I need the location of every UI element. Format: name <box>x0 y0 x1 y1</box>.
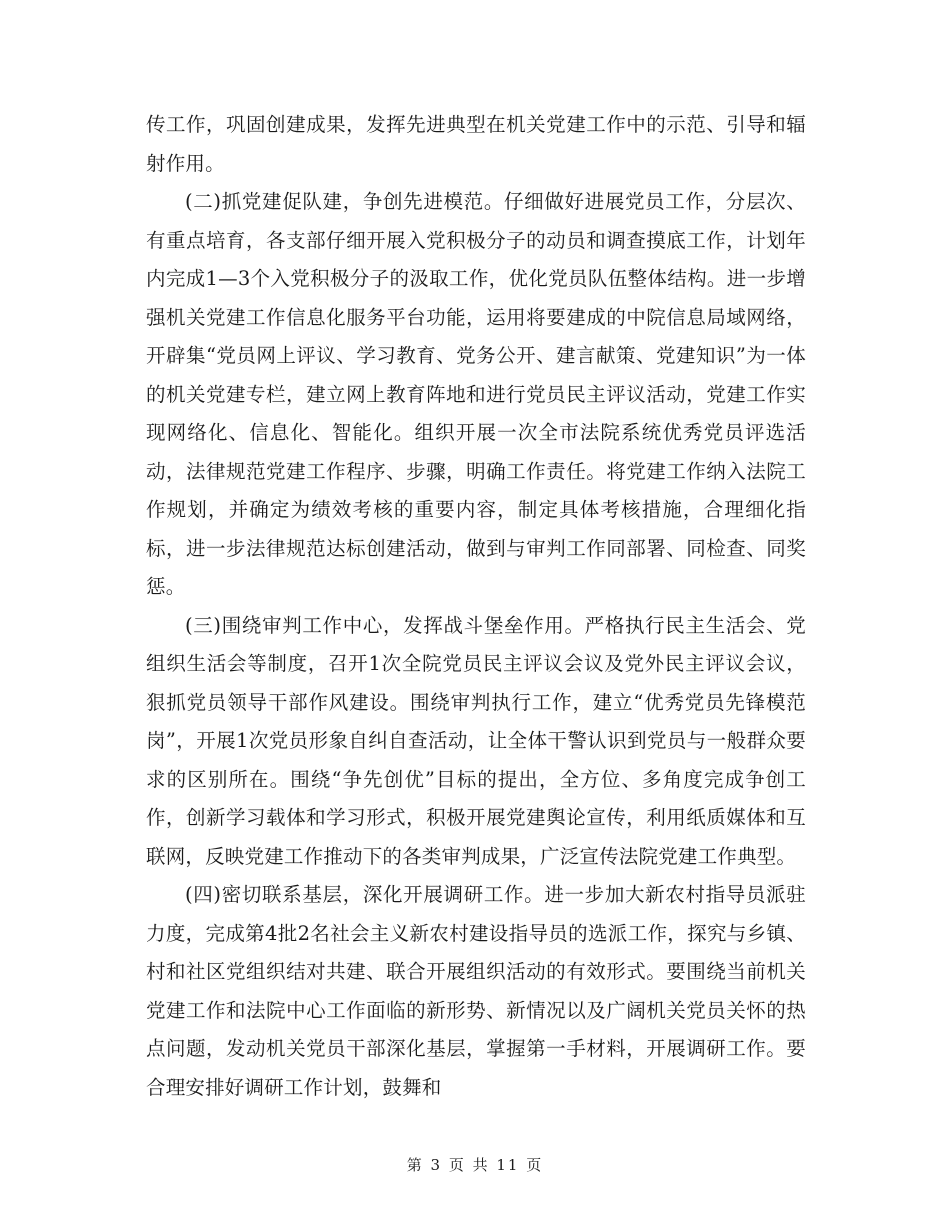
footer-total-pages: 11 <box>496 1156 520 1174</box>
paragraph-continuation: 传工作，巩固创建成果，发挥先进典型在机关党建工作中的示范、引导和辐射作用。 <box>146 113 806 175</box>
footer-middle: 页 共 <box>448 1156 490 1174</box>
document-body <box>146 106 806 1107</box>
paragraph-section-2: (二)抓党建促队建，争创先进模范。仔细做好进展党员工作，分层次、有重点培育，各支部仔细开展入党积极分子的动员和调查摸底工作，计划年内完成1—3个入党积极分子的汲取工作，优化党员队伍整体结构。进一步增强机关党建工作信息化服务平台功能，运用将要建成的中院信息局域网络，开辟集“党员网上评议、学习教育、党务公开、建言献策、党建知识”为一体的机关党建专栏，建立网上教育阵地和进行党员民主评议活动，党建工作实现网络化、信息化、智能化。组织开展一次全市法院系统优秀党员评选活动，法律规范党建工作程序、步骤，明确工作责任。将党建工作纳入法院工作规划，并确定为绩效考核的重要内容，制定具体考核措施，合理细化指标，进一步法律规范达标创建活动，做到与审判工作同部署、同检查、同奖惩。 <box>146 190 806 598</box>
footer-prefix: 第 <box>406 1156 424 1174</box>
page-footer <box>0 1154 950 1175</box>
paragraph-section-4: (四)密切联系基层，深化开展调研工作。进一步加大新农村指导员派驻力度，完成第4批2名社会主义新农村建设指导员的选派工作，探究与乡镇、村和社区党组织结对共建、联合开展组织活动的有效形式。要围绕当前机关党建工作和法院中心工作面临的新形势、新情况以及广阔机关党员关怀的热点问题，发动机关党员干部深化基层，掌握第一手材料，开展调研工作。要合理安排好调研工作计划，鼓舞和 <box>146 883 806 1099</box>
footer-page-number: 3 <box>430 1156 443 1174</box>
footer-suffix: 页 <box>526 1156 544 1174</box>
paragraph-section-3: (三)围绕审判工作中心，发挥战斗堡垒作用。严格执行民主生活会、党组织生活会等制度，召开1次全院党员民主评议会议及党外民主评议会议，狠抓党员领导干部作风建设。围绕审判执行工作，建立“优秀党员先锋模范岗”，开展1次党员形象自纠自查活动，让全体干警认识到党员与一般群众要求的区别所在。围绕“争先创优”目标的提出，全方位、多角度完成争创工作，创新学习载体和学习形式，积极开展党建舆论宣传，利用纸质媒体和互联网，反映党建工作推动下的各类审判成果，广泛宣传法院党建工作典型。 <box>146 613 806 868</box>
